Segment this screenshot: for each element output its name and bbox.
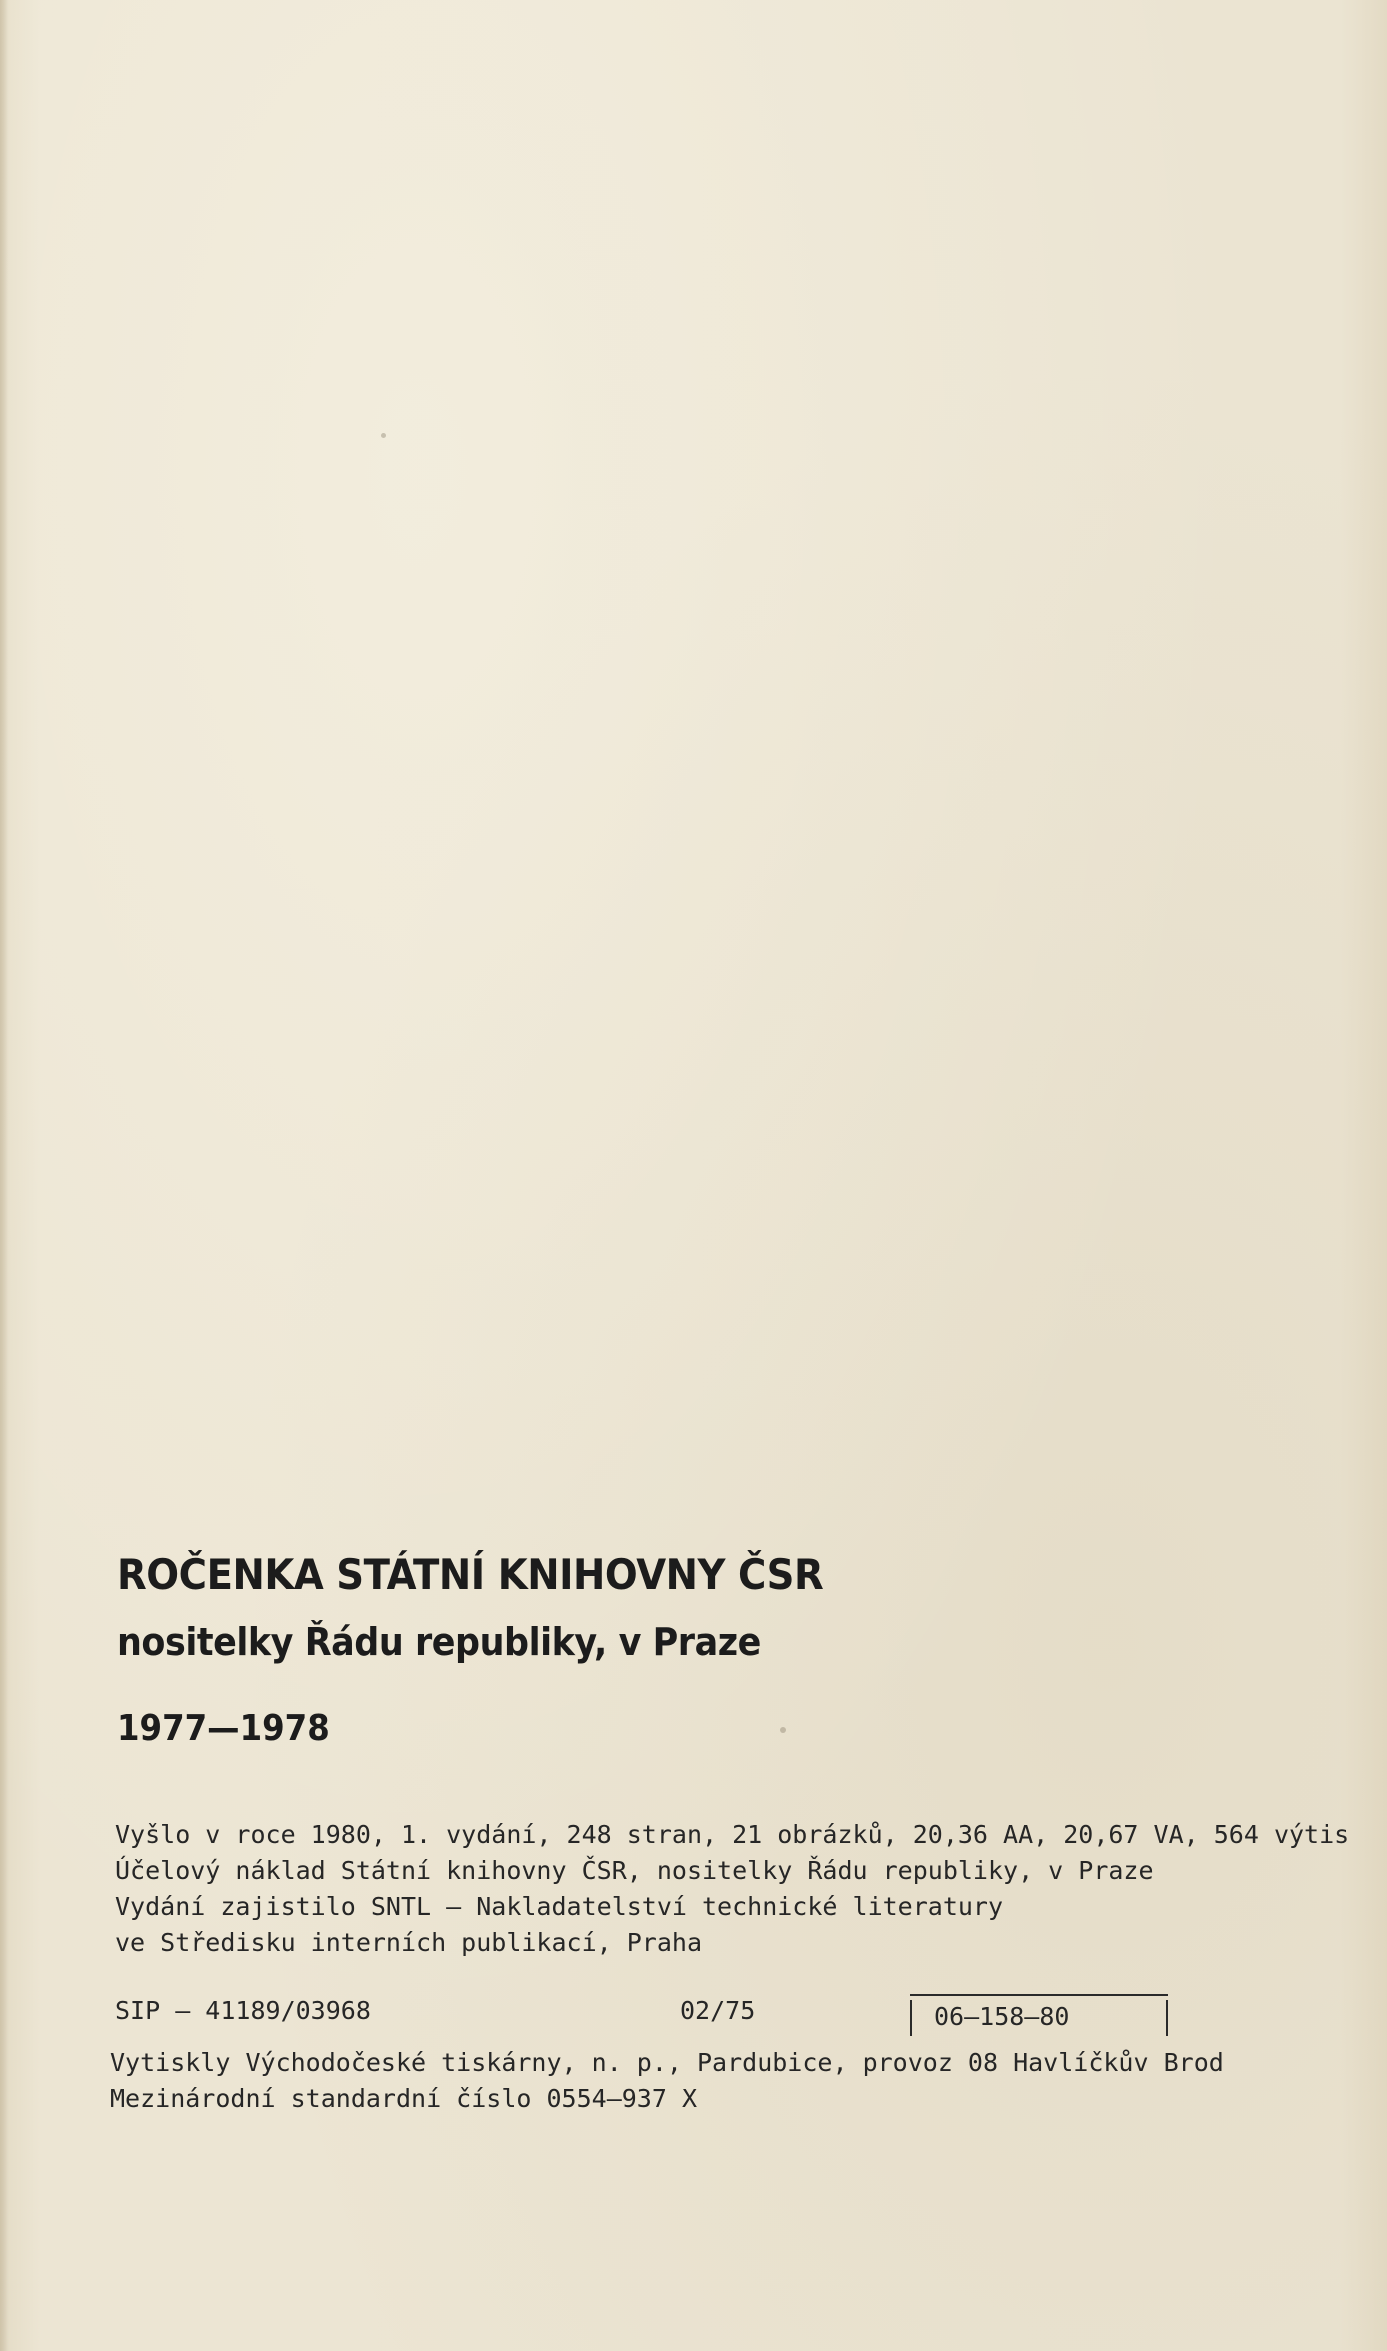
sip-code: SIP — 41189/03968: [115, 1996, 371, 2025]
code-box-right-rule: [1166, 2000, 1168, 2036]
book-subtitle: nositelky Řádu republiky, v Praze: [117, 1620, 761, 1664]
paper-speck: [780, 1727, 786, 1733]
page-edge-shadow: [0, 0, 8, 2351]
imprint-line-printer: Vytiskly Východočeské tiskárny, n. p., Pardubice, provoz 08 Havlíčkův Brod: [110, 2048, 1224, 2077]
category-code: 02/75: [680, 1996, 756, 2025]
book-title: ROČENKA STÁTNÍ KNIHOVNY ČSR: [117, 1550, 824, 1599]
imprint-line-circulation: Účelový náklad Státní knihovny ČSR, nositelky Řádu republiky, v Praze: [115, 1856, 1154, 1885]
imprint-line-edition: Vyšlo v roce 1980, 1. vydání, 248 stran, 21 obrázků, 20,36 AA, 20,67 VA, 564 výtis: [115, 1820, 1350, 1849]
imprint-line-issn: Mezinárodní standardní číslo 0554—937 X: [110, 2084, 697, 2113]
paper-speck: [381, 433, 386, 438]
order-code-box: [910, 1994, 1168, 2036]
imprint-line-publisher: Vydání zajistilo SNTL — Nakladatelství technické literatury: [115, 1892, 1004, 1921]
book-years: 1977—1978: [117, 1708, 330, 1749]
order-code: 06—158—80: [934, 2002, 1070, 2031]
imprint-line-centre: ve Středisku interních publikací, Praha: [115, 1928, 702, 1957]
code-box-left-rule: [910, 2000, 912, 2036]
